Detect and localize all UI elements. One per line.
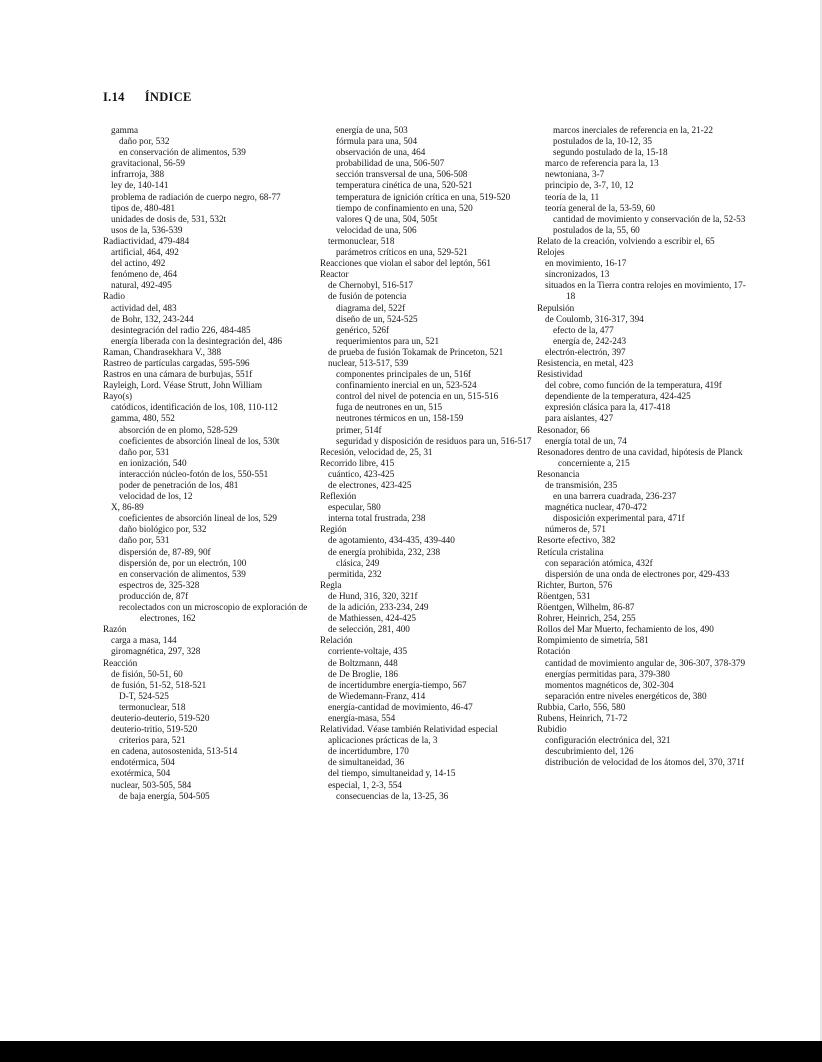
index-entry: interna total frustrada, 238 [328, 513, 426, 524]
index-entry: configuración electrónica del, 321 [545, 735, 671, 746]
index-entry: Relatividad. Véase también Relatividad especial [320, 724, 498, 735]
index-entry: seguridad y disposición de residuos para un, 516-517 [336, 435, 532, 446]
index-column-3 [537, 125, 749, 768]
index-entry: descubrimiento del, 126 [545, 746, 634, 757]
index-entry: en movimiento, 16-17 [545, 258, 627, 269]
index-entry: Reacción [103, 657, 138, 668]
index-entry: efecto de la, 477 [553, 324, 614, 335]
index-entry: energía de, 242-243 [553, 335, 627, 346]
index-entry: tipos de, 480-481 [111, 202, 176, 213]
index-entry: Radiactividad, 479-484 [103, 235, 190, 246]
index-entry: daño biológico por, 532 [119, 524, 207, 535]
index-entry: daño por, 531 [119, 535, 170, 546]
index-entry: daño por, 531 [119, 446, 170, 457]
index-entry: probabilidad de una, 506-507 [336, 158, 445, 169]
index-entry: en conservación de alimentos, 539 [119, 147, 246, 158]
index-entry: teoría de la, 11 [545, 191, 600, 202]
index-entry: componentes principales de un, 516f [336, 369, 471, 380]
index-entry: de prueba de fusión Tokamak de Princeton, 521 [328, 346, 504, 357]
index-entry: de la adición, 233-234, 249 [328, 602, 429, 613]
index-entry: disposición experimental para, 471f [553, 513, 685, 524]
index-entry: de simultaneidad, 36 [328, 757, 405, 768]
index-entry: nuclear, 513-517, 539 [328, 357, 409, 368]
index-entry: en cadena, autosostenida, 513-514 [111, 746, 238, 757]
index-entry: números de, 571 [545, 524, 606, 535]
index-entry: termonuclear, 518 [328, 235, 395, 246]
index-entry: especular, 580 [328, 502, 381, 513]
index-entry: parámetros críticos en una, 529-521 [336, 247, 468, 258]
index-entry: de baja energía, 504-505 [119, 790, 210, 801]
index-entry: X, 86-89 [111, 502, 144, 513]
index-entry: D-T, 524-525 [119, 690, 169, 701]
index-entry: de Bohr, 132, 243-244 [111, 313, 194, 324]
index-entry: del tiempo, simultaneidad y, 14-15 [328, 768, 456, 779]
index-entry: gamma, 480, 552 [111, 413, 175, 424]
index-entry: energía-cantidad de movimiento, 46-47 [328, 701, 473, 712]
index-entry: daño por, 532 [119, 136, 170, 147]
index-entry: coeficientes de absorción lineal de los, 529 [119, 513, 277, 524]
index-entry: de incertidumbre energía-tiempo, 567 [328, 679, 467, 690]
index-entry: Richter, Burton, 576 [537, 579, 613, 590]
index-entry: gamma [111, 125, 139, 135]
index-entry: producción de, 87f [119, 590, 189, 601]
index-entry: Retícula cristalina [537, 546, 604, 557]
index-entry: velocidad de una, 506 [336, 224, 417, 235]
index-entry: temperatura de ignición crítica en una, 519-520 [336, 191, 511, 202]
index-entry: deuterio-deuterio, 519-520 [111, 712, 210, 723]
index-entry: Rollos del Mar Muerto, fechamiento de los, 490 [537, 624, 714, 635]
index-entry: en ionización, 540 [119, 457, 187, 468]
index-entry: velocidad de los, 12 [119, 491, 193, 502]
index-entry: energías permitidas para, 379-380 [545, 668, 670, 679]
index-entry: de transmisión, 235 [545, 480, 618, 490]
index-entry: teoría general de la, 53-59, 60 [545, 202, 655, 213]
index-entry: de Mathiessen, 424-425 [328, 613, 417, 624]
index-entry: de incertidumbre, 170 [328, 746, 409, 757]
page-header [103, 90, 192, 105]
index-entry: Rotación [537, 646, 571, 657]
index-entry: postulados de la, 10-12, 35 [553, 136, 653, 147]
index-entry: catódicos, identificación de los, 108, 110-112 [111, 402, 278, 413]
index-entry: distribución de velocidad de los átomos del, 370, 371f [545, 757, 745, 768]
index-entry: diagrama del, 522f [336, 302, 406, 313]
index-entry: infrarroja, 388 [111, 169, 165, 180]
index-entry: principio de, 3-7, 10, 12 [545, 180, 634, 191]
index-entry: observación de una, 464 [336, 147, 426, 158]
index-entry: genérico, 526f [336, 324, 390, 335]
index-entry: de energía prohibida, 232, 238 [328, 546, 441, 557]
index-entry: permitida, 232 [328, 568, 382, 579]
index-entry: deuterio-tritio, 519-520 [111, 724, 198, 735]
index-entry: Radio [103, 291, 125, 302]
index-entry: Reacciones que violan el sabor del leptón, 561 [320, 258, 491, 269]
index-entry: fuga de neutrones en un, 515 [336, 402, 443, 413]
index-entry: unidades de dosis de, 531, 532t [111, 213, 227, 224]
index-entry: separación entre niveles energéticos de, 380 [545, 690, 707, 701]
bottom-border [0, 1041, 822, 1062]
index-entry: newtoniana, 3-7 [545, 169, 605, 180]
index-entry: Röentgen, 531 [537, 590, 591, 601]
index-entry: postulados de la, 55, 60 [553, 224, 640, 235]
index-entry: Resonador, 66 [537, 424, 590, 435]
index-entry: en conservación de alimentos, 539 [119, 568, 246, 579]
index-entry: de Hund, 316, 320, 321f [328, 590, 418, 601]
index-entry: Rohrer, Heinrich, 254, 255 [537, 613, 636, 624]
index-entry: requerimientos para un, 521 [336, 335, 440, 346]
index-entry: cantidad de movimiento y conservación de la, 52-53 [553, 213, 746, 224]
index-column-1 [103, 125, 315, 802]
index-entry: Rompimiento de simetría, 581 [537, 635, 649, 646]
index-entry: usos de la, 536-539 [111, 224, 183, 235]
index-entry: en una barrera cuadrada, 236-237 [553, 491, 677, 502]
index-entry: problema de radiación de cuerpo negro, 68-77 [111, 191, 281, 202]
index-entry: neutrones térmicos en un, 158-159 [336, 413, 464, 424]
index-entry: Recesión, velocidad de, 25, 31 [320, 446, 433, 457]
index-entry: magnética nuclear, 470-472 [545, 502, 647, 513]
index-entry: segundo postulado de la, 15-18 [553, 147, 668, 158]
index-entry: sección transversal de una, 506-508 [336, 169, 468, 180]
index-entry: de agotamiento, 434-435, 439-440 [328, 535, 455, 546]
index-entry: control del nivel de potencia en un, 515-516 [336, 391, 499, 402]
index-entry: Rubens, Heinrich, 71-72 [537, 712, 628, 723]
index-entry: artificial, 464, 492 [111, 247, 179, 258]
index-entry: gravitacional, 56-59 [111, 158, 185, 169]
index-entry: Resistencia, en metal, 423 [537, 357, 634, 368]
index-entry: Repulsión [537, 302, 575, 313]
index-entry: fenómeno de, 464 [111, 269, 178, 280]
index-entry: Razón [103, 624, 127, 635]
index-entry: Resorte efectivo, 382 [537, 535, 616, 546]
index-entry: carga a masa, 144 [111, 635, 177, 646]
index-entry: de selección, 281, 400 [328, 624, 410, 635]
index-entry: coeficientes de absorción lineal de los, 530t [119, 435, 280, 446]
index-entry: de electrones, 423-425 [328, 480, 412, 490]
index-entry: de fusión, 51-52, 518-521 [111, 679, 207, 690]
index-entry: Reactor [320, 269, 349, 280]
index-entry: temperatura cinética de una, 520-521 [336, 180, 473, 191]
index-entry: del actino, 492 [111, 258, 166, 269]
index-entry: situados en la Tierra contra relojes en movimiento, 17-18 [545, 280, 746, 302]
index-entry: Rubidio [537, 724, 567, 735]
index-entry: Rubbia, Carlo, 556, 580 [537, 701, 626, 712]
index-entry: de Chernobyl, 516-517 [328, 280, 413, 291]
index-entry: cuántico, 423-425 [328, 468, 395, 479]
index-entry: especial, 1, 2-3, 554 [328, 779, 402, 790]
index-entry: de De Broglie, 186 [328, 668, 398, 679]
index-entry: Relato de la creación, volviendo a escribir el, 65 [537, 235, 715, 246]
index-entry: dispersión de, 87-89, 90f [119, 546, 211, 557]
index-entry: para aislantes, 427 [545, 413, 614, 424]
index-entry: desintegración del radio 226, 484-485 [111, 324, 251, 335]
index-entry: cantidad de movimiento angular de, 306-307, 378-379 [545, 657, 746, 668]
index-entry: espectros de, 325-328 [119, 579, 200, 590]
index-entry: criterios para, 521 [119, 735, 186, 746]
index-entry: diseño de un, 524-525 [336, 313, 418, 324]
index-entry: de fusión de potencia [328, 291, 407, 302]
index-entry: energía liberada con la desintegración del, 486 [111, 335, 283, 346]
index-entry: de Wiedemann-Franz, 414 [328, 690, 426, 701]
index-entry: electrón-electrón, 397 [545, 346, 626, 357]
index-entry: Resistividad [537, 369, 583, 380]
index-entry: actividad del, 483 [111, 302, 177, 313]
index-entry: Regla [320, 579, 342, 590]
index-entry: energía de una, 503 [336, 125, 408, 135]
index-entry: Resonancia [537, 468, 580, 479]
index-entry: momentos magnéticos de, 302-304 [545, 679, 674, 690]
index-entry: sincronizados, 13 [545, 269, 610, 280]
index-entry: interacción núcleo-fotón de los, 550-551 [119, 468, 269, 479]
index-entry: energía-masa, 554 [328, 712, 396, 723]
index-column-2 [320, 125, 532, 802]
index-entry: primer, 514f [336, 424, 382, 435]
index-entry: absorción de en plomo, 528-529 [119, 424, 238, 435]
index-entry: Resonadores dentro de una cavidad, hipótesis de Planck concerniente a, 215 [537, 446, 743, 468]
index-entry: del cobre, como función de la temperatura, 419f [545, 380, 722, 391]
index-entry: Relojes [537, 247, 565, 258]
index-entry: confinamiento inercial en un, 523-524 [336, 380, 477, 391]
index-entry: recolectados con un microscopio de exploración de electrones, 162 [119, 602, 308, 624]
index-entry: energía total de un, 74 [545, 435, 627, 446]
index-entry: marcos inerciales de referencia en la, 21-22 [553, 125, 713, 135]
index-entry: expresión clásica para la, 417-418 [545, 402, 671, 413]
index-entry: natural, 492-495 [111, 280, 172, 291]
index-entry: de Coulomb, 316-317, 394 [545, 313, 644, 324]
index-entry: Región [320, 524, 347, 535]
index-entry: aplicaciones prácticas de la, 3 [328, 735, 438, 746]
index-entry: termonuclear, 518 [119, 701, 186, 712]
section-title: ÍNDICE [144, 90, 192, 104]
index-entry: con separación atómica, 432f [545, 557, 653, 568]
index-entry: Rastros en una cámara de burbujas, 551f [103, 369, 253, 380]
page-number: I.14 [103, 90, 125, 104]
index-entry: Raman, Chandrasekhara V., 388 [103, 346, 222, 357]
index-entry: de Boltzmann, 448 [328, 657, 398, 668]
index-entry: consecuencias de la, 13-25, 36 [336, 790, 449, 801]
index-entry: poder de penetración de los, 481 [119, 480, 239, 490]
index-entry: Röentgen, Wilhelm, 86-87 [537, 602, 635, 613]
index-entry: dispersión de una onda de electrones por, 429-433 [545, 568, 730, 579]
index-entry: Rayo(s) [103, 391, 133, 402]
index-entry: tiempo de confinamiento en una, 520 [336, 202, 473, 213]
index-entry: dispersión de, por un electrón, 100 [119, 557, 247, 568]
index-entry: Reflexión [320, 491, 357, 502]
index-entry: nuclear, 503-505, 584 [111, 779, 192, 790]
index-entry: endotérmica, 504 [111, 757, 175, 768]
index-entry: corriente-voltaje, 435 [328, 646, 408, 657]
index-entry: clásica, 249 [336, 557, 380, 568]
index-entry: Relación [320, 635, 353, 646]
index-entry: giromagnética, 297, 328 [111, 646, 201, 657]
index-entry: dependiente de la temperatura, 424-425 [545, 391, 691, 402]
index-entry: exotérmica, 504 [111, 768, 171, 779]
index-entry: de fisión, 50-51, 60 [111, 668, 183, 679]
index-entry: Recorrido libre, 415 [320, 457, 395, 468]
index-entry: Rastreo de partículas cargadas, 595-596 [103, 357, 250, 368]
index-entry: ley de, 140-141 [111, 180, 169, 191]
index-entry: Rayleigh, Lord. Véase Strutt, John William [103, 380, 263, 391]
index-entry: fórmula para una, 504 [336, 136, 418, 147]
index-entry: valores Q de una, 504, 505t [336, 213, 438, 224]
index-entry: marco de referencia para la, 13 [545, 158, 659, 169]
